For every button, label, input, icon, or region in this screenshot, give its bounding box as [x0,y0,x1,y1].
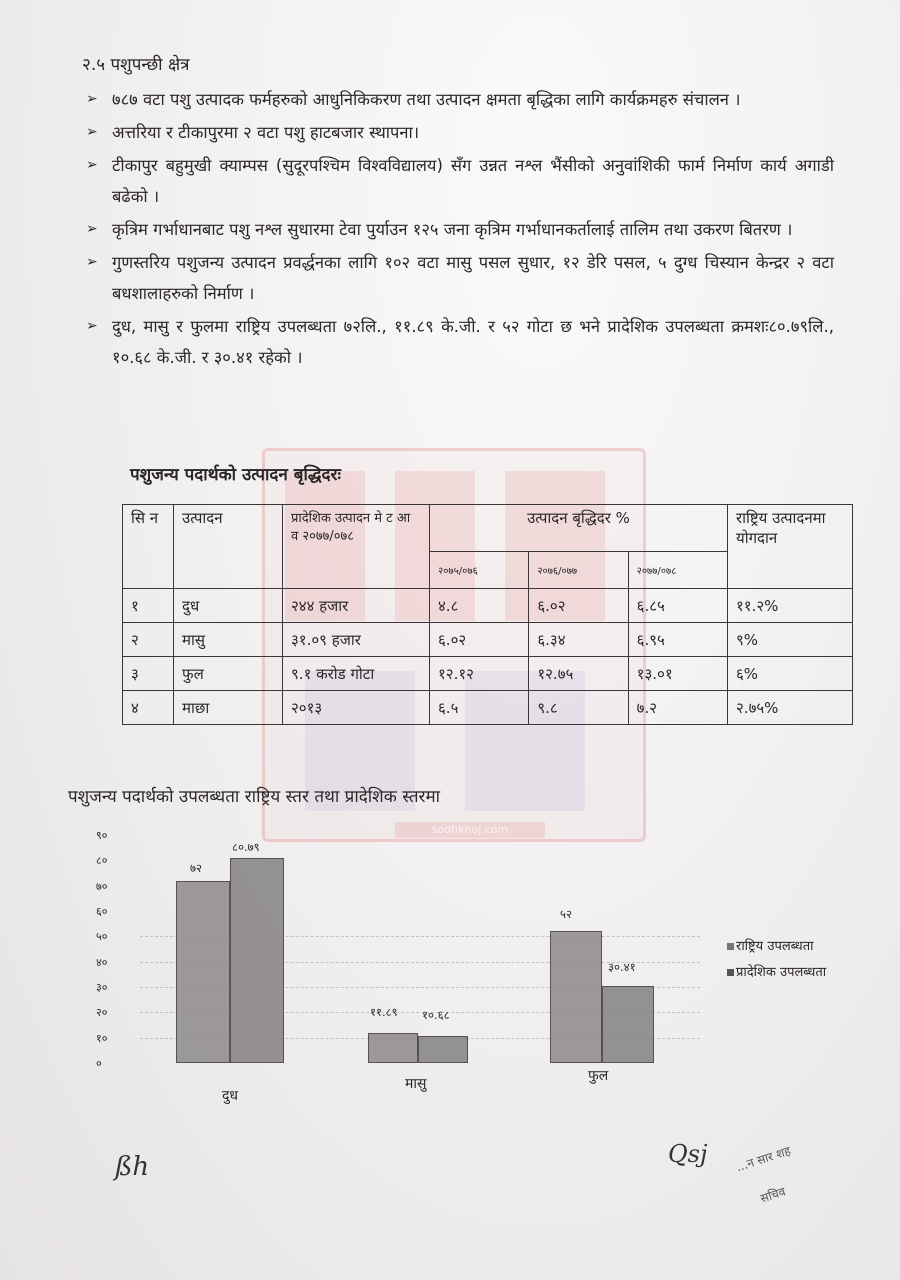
y-tick-label: ३० [96,981,108,994]
category-label: मासु [405,1076,427,1092]
bullet-item: ➢ अत्तरिया र टीकापुरमा २ वटा पशु हाटबजार स्थापना। [82,117,834,148]
arrow-bullet-icon: ➢ [86,91,98,107]
y-tick-label: ४० [96,955,108,969]
stamp-title: सचिव [758,1184,788,1206]
table-row: १ दुध २४४ हजार ४.८ ६.०२ ६.८५ ११.२% [123,589,853,623]
bullet-item: ➢ ७८७ वटा पशु उत्पादक फर्महरुको आधुनिकिकरण तथा उत्पादन क्षमता बृद्धिका लागि कार्यक्रमहरु संचालन । [82,84,834,115]
bullet-item: ➢ दुध, मासु र फुलमा राष्ट्रिय उपलब्धता ७२लि., ११.८९ के.जी. र ५२ गोटा छ भने प्रादेशिक उपलब्धता क्रमशः८०.७९लि., १०.६८ के.जी. र ३०.४१ रहेको । [82,311,834,373]
bar-value-label: ५२ [560,907,572,922]
watermark-site: sodhkhoj.com [395,822,545,838]
y-tick-label: २० [96,1006,108,1020]
y-tick-label: ० [96,1057,102,1070]
legend-swatch-icon [727,969,734,976]
bar [602,986,654,1063]
bar-value-label: १०.६८ [422,1007,450,1022]
header-product: उत्पादन [174,505,283,589]
grid-line [140,1038,700,1039]
grid-line [140,962,700,963]
legend-item: राष्ट्रिय उपलब्धता [727,934,826,960]
y-tick-label: ८० [96,854,108,868]
header-year: २०७७/०७८ [628,552,727,589]
bar-value-label: ८०.७९ [232,840,260,855]
table-header-row [123,505,853,552]
signature-right: Qsj [668,1140,708,1168]
y-tick-label: ९० [96,829,108,842]
signature-left: ßh [115,1152,150,1182]
category-label: दुध [222,1088,239,1104]
header-sn: सि न [123,505,174,589]
y-tick-label: १० [96,1031,108,1045]
y-tick-label: ६० [96,905,108,918]
bar [230,858,284,1063]
chart-legend [727,934,826,986]
grid-line [140,936,700,937]
bar-value-label: ७२ [190,860,202,875]
chart-title: पशुजन्य पदार्थको उपलब्धता राष्ट्रिय स्तर तथा प्रादेशिक स्तरमा [68,787,441,807]
grid-line [140,1012,700,1013]
table-row: ३ फुल ९.१ करोड गोटा १२.१२ १२.७५ १३.०१ ६% [123,657,853,691]
arrow-bullet-icon: ➢ [86,221,98,237]
bar [418,1036,468,1063]
bar-value-label: ११.८९ [370,1004,398,1019]
y-tick-label: ७० [96,879,108,893]
arrow-bullet-icon: ➢ [86,318,98,334]
bar [176,881,230,1063]
bar [368,1033,418,1063]
table-caption: पशुजन्य पदार्थको उत्पादन बृद्धिदरः [130,465,341,485]
section-title: २.५ पशुपन्छी क्षेत्र [82,55,190,75]
arrow-bullet-icon: ➢ [86,124,98,140]
table-row: २ मासु ३१.०९ हजार ६.०२ ६.३४ ६.९५ ९% [123,623,853,657]
header-year: २०७५/०७६ [430,552,529,589]
bullet-item: ➢ कृत्रिम गर्भाधानबाट पशु नश्ल सुधारमा टेवा पुर्याउन १२५ जना कृत्रिम गर्भाधानकर्तालाई तालिम तथा उकरण बितरण । [82,214,834,245]
legend-swatch-icon [727,943,734,950]
header-national-share: राष्ट्रिय उत्पादनमा योगदान [728,505,853,589]
production-growth-table [122,504,853,725]
arrow-bullet-icon: ➢ [86,254,98,270]
stamp-text: ...न सार शह [734,1143,793,1175]
header-year: २०७६/०७७ [529,552,628,589]
bullet-item: ➢ गुणस्तरिय पशुजन्य उत्पादन प्रवर्द्धनका लागि १०२ वटा मासु पसल सुधार, १२ डेरि पसल, ५ दुग्ध चिस्यान केन्द्रर २ वटा बधशालाहरुको निर्माण । [82,247,834,309]
header-growth: उत्पादन बृद्धिदर % [430,505,728,552]
arrow-bullet-icon: ➢ [86,157,98,173]
table-row: ४ माछा २०१३ ६.५ ९.८ ७.२ २.७५% [123,691,853,725]
legend-item: प्रादेशिक उपलब्धता [727,960,826,986]
y-tick-label: ५० [96,930,108,944]
bullet-item: ➢ टीकापुर बहुमुखी क्याम्पस (सुदूरपश्चिम विश्वविद्यालय) सँग उन्नत नश्ल भैंसीको अनुवांशिकी फार्म निर्माण कार्य अगाडी बढेको । [82,150,834,212]
category-label: फुल [588,1068,609,1084]
bar-value-label: ३०.४१ [608,959,636,974]
bullet-list [82,84,834,375]
grid-line [140,987,700,988]
bar [550,931,602,1063]
header-provincial: प्रादेशिक उत्पादन मे ट आ व २०७७/०७८ [283,505,430,589]
